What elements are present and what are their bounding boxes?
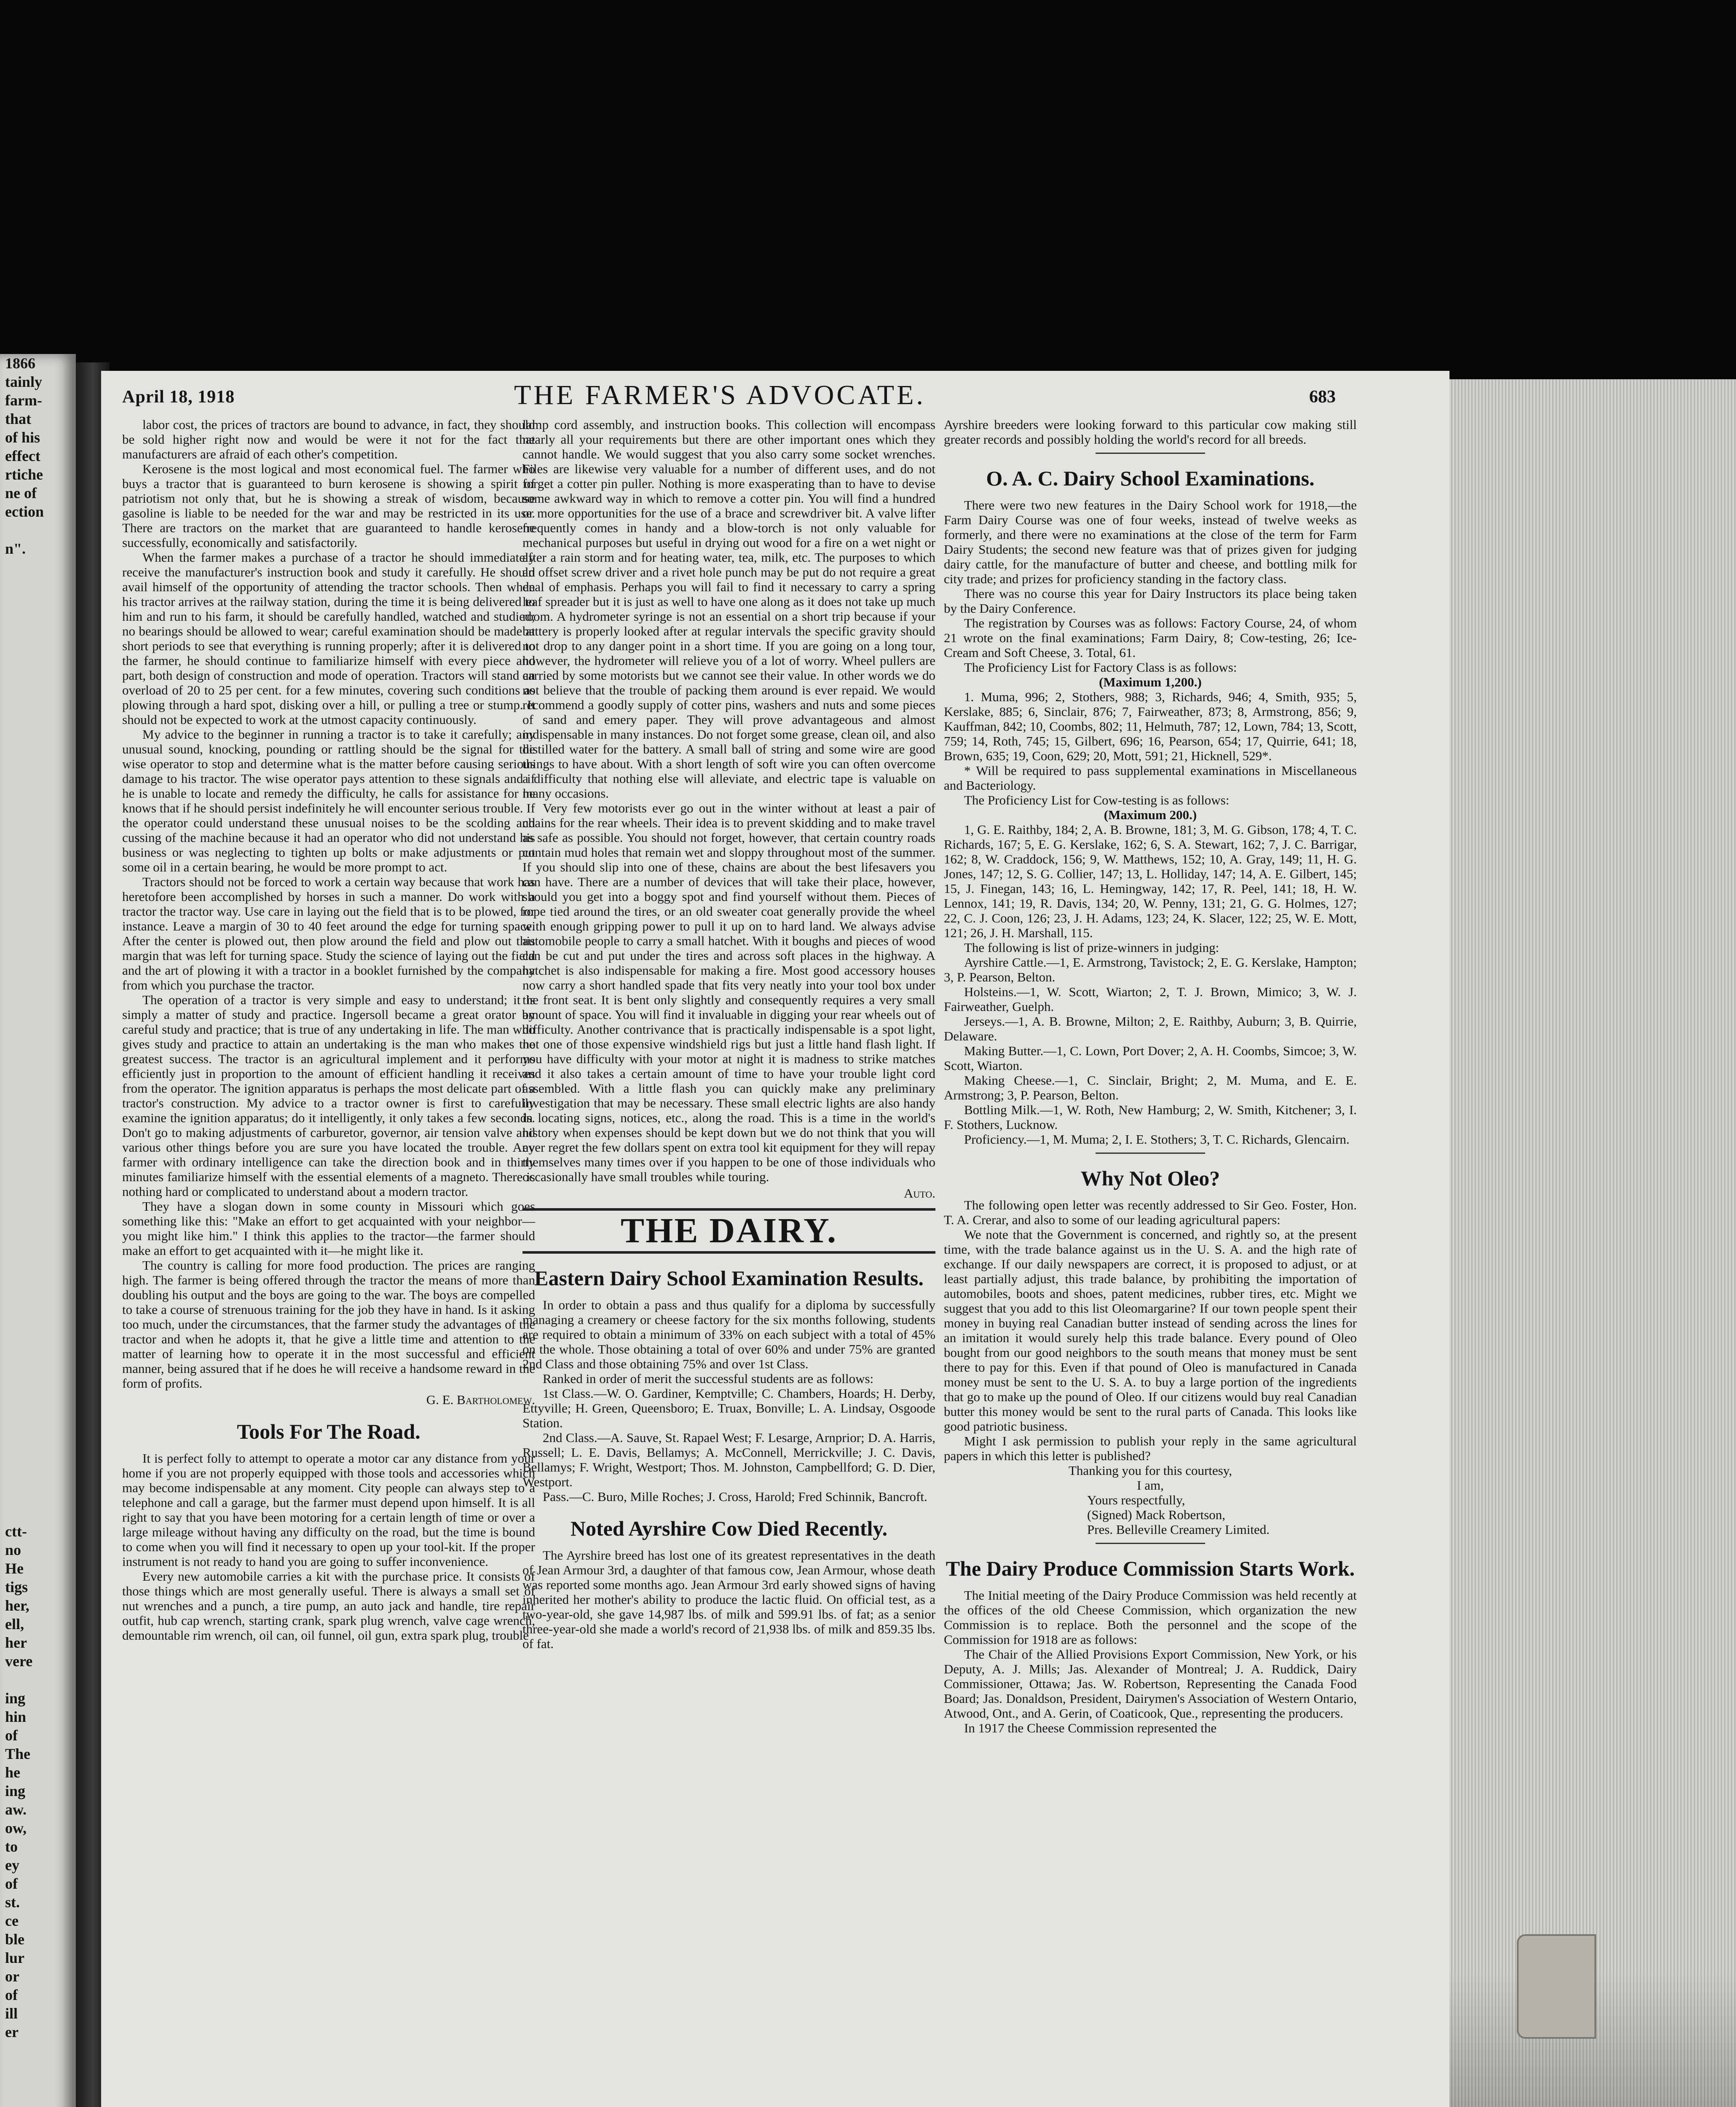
facing-page-fragment (0, 762, 76, 780)
facing-page-fragment (0, 1188, 76, 1207)
footnote: * Will be required to pass supplemental examinations in Miscellaneous and Bacteriology. (944, 763, 1357, 793)
divider (1096, 1543, 1205, 1544)
results-list: 1. Muma, 996; 2, Stothers, 988; 3, Richards, 946; 4, Smith, 935; 5, Kerslake, 885; 6, Sinclair, 876; 7, Fairweather, 873; 8, Armstrong, 856; 9, Kauffman, 842; 10, Coombs, 802; 11, Helmuth, 787; 12, Lown, 784; 13, Scott, 759; 14, Roth, 745; 15, Gilbert, 696; 16, Pearson, 654; 17, Quirrie, 641; 18, Brown, 635; 19, Coon, 629; 20, Mott, 591; 21, Hicknell, 529*. (944, 689, 1357, 763)
column-3 (944, 417, 1357, 1735)
paragraph: Jerseys.—1, A. B. Browne, Milton; 2, E. Raithby, Auburn; 3, B. Quirrie, Delaware. (944, 1014, 1357, 1043)
facing-page-fragment: rtiche (5, 466, 43, 483)
facing-page-fragment: The (5, 1745, 31, 1762)
facing-page-fragment (0, 1003, 76, 1021)
facing-page-fragment (0, 984, 76, 1003)
facing-page-fragment: no (5, 1541, 21, 1558)
facing-page-fragment (0, 1040, 76, 1059)
letter-closing: Thanking you for this courtesy, (1069, 1463, 1232, 1478)
facing-page-fragment: ne of (5, 485, 37, 501)
facing-page-fragment (0, 521, 76, 539)
facing-page-fragment: of (5, 1727, 18, 1744)
paragraph: lamp cord assembly, and instruction books. This collection will encompass nearly all your requirements but there are other important ones which they cannot handle. We would suggest that you also carry some socket wrenches. Files are likewise very valuable for a number of different uses, and do not forget a cotter pin puller. Nothing is more exasperating than to have to devise some awkward way in which to remove a cotter pin. You will find a hundred or more opportunities for the use of a brace and screwdriver bit. A valve lifter frequently comes in handy and a blow-torch is not only valuable for mechanical purposes but useful in drying out wood for a fire on a wet night or after a rain storm and for heating water, tea, milk, etc. The purposes to which an offset screw driver and a rivet hole punch may be put do not require a great deal of emphasis. Perhaps you will fail to find it necessary to carry a spring leaf spreader but it is just as well to have one along as it does not take up much room. A hydrometer syringe is not an essential on a short trip because if your battery is properly looked after at regular intervals the specific gravity should not drop to any danger point in a short time. If you are going on a long tour, however, the hydrometer will relieve you of a lot of worry. Wheel pullers are carried by some motorists but we cannot see their value. In other words we do not believe that the trouble of packing them around is ever repaid. We would recommend a goodly supply of cotter pins, washers and nuts and some pieces of sand and emery paper. They will prove advantageous and almost indispensable in many instances. Do not forget some grease, clean oil, and also distilled water for the battery. A small ball of string and some wire are good things to have about. With a short length of soft wire you can often overcome a difficulty that nothing else will alleviate, and electric tape is valuable on many occasions. (522, 417, 935, 801)
paragraph: The registration by Courses was as follows: Factory Course, 24, of whom 21 wrote on the final examinations; Farm Dairy, 8; Cow-testing, 26; Ice-Cream and Soft Cheese, 3. Total, 61. (944, 616, 1357, 660)
facing-page-fragment (0, 873, 76, 892)
facing-page-fragment: ctt- (5, 1523, 27, 1540)
facing-page-fragment: vere (5, 1653, 33, 1670)
facing-page-fragment: ill (5, 2005, 18, 2022)
facing-page-fragment (0, 1485, 76, 1504)
facing-page-fragment: 1866 (5, 355, 35, 372)
paragraph: labor cost, the prices of tractors are bound to advance, in fact, they should be sold higher right now and would be were it not for the fact that manufacturers are afraid of each other's competition. (122, 417, 535, 461)
facing-page-fragment (0, 1374, 76, 1392)
article-title: Noted Ayrshire Cow Died Recently. (570, 1517, 888, 1540)
facing-page-fragment: her (5, 1634, 27, 1651)
column-1 (122, 417, 535, 1643)
paragraph: The Chair of the Allied Provisions Export Commission, New York, or his Deputy, A. J. Mills; Jas. Alexander of Montreal; J. A. Ruddick, Dairy Commissioner, Ottawa; Jas. W. Robertson, Representing the Canada Food Board; Jas. Donaldson, President, Dairymen's Association of Western Ontario, Atwood, Ont., and A. Gerin, of Coaticook, Que., representing the producers. (944, 1647, 1357, 1721)
facing-page-fragment (0, 1466, 76, 1485)
paragraph: Tractors should not be forced to work a certain way because that work has heretofore been accomplished by horses in such a manner. Do work with a tractor the tractor way. Use care in laying out the field that is to be plowed, for instance. Leave a margin of 30 to 40 feet around the edge for turning space. After the center is plowed out, then plow around the field and plow out this margin that was left for turning space. Study the science of laying out the field and the art of plowing it with a tractor in a booklet furnished by the company from which you purchase the tractor. (122, 874, 535, 992)
facing-page-fragment (0, 1411, 76, 1429)
facing-page-fragment (0, 688, 76, 706)
facing-page-fragment: hin (5, 1708, 27, 1725)
paragraph: Making Butter.—1, C. Lown, Port Dover; 2, A. H. Coombs, Simcoe; 3, W. Scott, Wiarton. (944, 1043, 1357, 1073)
author-signature: G. E. Bartholomew. (426, 1392, 535, 1407)
issue-date: April 18, 1918 (122, 387, 235, 407)
facing-page-fragment: st. (5, 1894, 20, 1911)
paragraph: The following is list of prize-winners in judging: (964, 940, 1219, 955)
paragraph: Ayrshire Cattle.—1, E. Armstrong, Tavistock; 2, E. G. Kerslake, Hampton; 3, P. Pearson, Belton. (944, 955, 1357, 984)
paragraph: It is perfect folly to attempt to operate a motor car any distance from your home if you are not properly equipped with those tools and accessories which may become indispensable at any moment. City people can always step to a telephone and call a garage, but the farmer must depend upon himself. It is all right to say that you have been motoring for a certain length of time or over a large mileage without having any difficulty on the road, but the time is bound to come when you will find it necessary to open up your tool-kit. If the proper instrument is not ready to hand you are going to suffer inconvenience. (122, 1451, 535, 1569)
paragraph: My advice to the beginner in running a tractor is to take it carefully; any unusual sound, knocking, pounding or rattling should be the signal for the wise operator to stop and determine what is the matter before causing serious damage to his tractor. The wise operator pays attention to these signals and if he is unable to locate and remedy the difficulty, he calls for assistance for he knows that if he should persist indefinitely he will encounter serious trouble. If the operator could understand these unusual noises to be the scolding and cussing of the machine because it had an operator who did not understand his business or was neglecting to tighten up bolts or make adjustments or put some oil in a certain bearing, he would be more prompt to act. (122, 727, 535, 874)
paragraph: Proficiency.—1, M. Muma; 2, I. E. Stothers; 3, T. C. Richards, Glencairn. (964, 1132, 1350, 1147)
masthead: THE FARMER'S ADVOCATE. (514, 380, 926, 410)
article-title: The Dairy Produce Commission Starts Work. (946, 1557, 1355, 1580)
facing-page-fragment (0, 1318, 76, 1337)
paragraph: We note that the Government is concerned, and rightly so, at the present time, with the trade balance against us in the U. S. A. and the high rate of exchange. If our daily newspapers are correct, it is proposed to adjust, or at least partially adjust, this trade balance, by prohibiting the importation of automobiles, boots and shoes, patent medicines, rubber tires, etc. Might we suggest that you add to this list Oleomargarine? If our town people spent their money in buying real Canadian butter instead of sending across the lines for an imitation it would surely help this trade balance. Every pound of Oleo bought from our good neighbors to the south means that money must be sent there to pay for this. Even if that pound of Oleo is manufactured in Canada money must be sent to the U. S. A. to buy a large portion of the ingredients that go to make up the pound of Oleo. If our citizens would buy real Canadian butter this money would be sent to the rural parts of Canada. This looks like good patriotic business. (944, 1227, 1357, 1434)
facing-page-fragment (0, 892, 76, 910)
tractor-article (122, 417, 535, 1407)
facing-page-fragment (0, 576, 76, 595)
letter-signature: (Signed) Mack Robertson, (1087, 1507, 1226, 1522)
paragraph: The Ayrshire breed has lost one of its greatest representatives in the death of Jean Armour 3rd, a daughter of that famous cow, Jean Armour, whose death was reported some months ago. Jean Armour 3rd early showed signs of having inherited her mother's ability to produce the lactic fluid. On official test, as a two-year-old, she gave 14,987 lbs. of milk and 599.91 lbs. of fat; as a senior three-year-old she made a world's record of 21,938 lbs. of milk and 859.35 lbs. of fat. (522, 1548, 935, 1651)
column-2 (522, 417, 935, 1651)
paragraph: 2nd Class.—A. Sauve, St. Rapael West; F. Lesarge, Arnprior; D. A. Harris, Russell; L. E. Davis, Bellamys; A. McConnell, Merrickville; J. C. Davis, Bellamys; F. Wright, Westport; Thos. M. Johnston, Campbellford; G. D. Dier, Westport. (522, 1430, 935, 1489)
facing-page-fragment: farm- (5, 392, 42, 409)
facing-page-fragment (0, 1077, 76, 1096)
facing-page-fragment (0, 818, 76, 836)
paragraph: There was no course this year for Dairy Instructors its place being taken by the Dairy Conference. (944, 586, 1357, 616)
facing-page-fragment: ow, (5, 1820, 27, 1836)
page-stack-edges (1449, 379, 1736, 2107)
maximum-note: (Maximum 200.) (1104, 807, 1197, 822)
article-title: O. A. C. Dairy School Examinations. (986, 466, 1315, 490)
paragraph: Kerosene is the most logical and most economical fuel. The farmer who buys a tractor that is guaranteed to burn kerosene is showing a spirit of patriotism not only that, but he is showing a streak of wisdom, because gasoline is liable to be needed for the war and may be restricted in its use. There are tractors on the market that are guaranteed to handle kerosene successfully, economically and satisfactorily. (122, 461, 535, 550)
results-list: 1, G. E. Raithby, 184; 2, A. B. Browne, 181; 3, M. G. Gibson, 178; 4, T. C. Richards, 167; 5, E. G. Kerslake, 162; 6, S. A. Stewart, 162; 7, J. C. Barrigar, 162; 8, W. Craddock, 156; 9, W. Matthews, 152; 10, A. Gray, 149; 11, H. G. Jones, 147; 12, S. G. Collier, 147; 13, L. Holliday, 147; 14, A. E. Gilbert, 145; 15, J. Finegan, 143; 16, L. Hemingway, 142; 17, R. Peel, 141; 18, H. W. Lennox, 141; 19, R. Davis, 134; 20, W. Penny, 131; 21, G. G. Holmes, 127; 22, C. J. Coon, 126; 23, J. H. Adams, 123; 24, K. Slacer, 122; 25, W. E. Mott, 121; 26, J. H. Marshall, 115. (944, 822, 1357, 940)
facing-page-edge (0, 354, 76, 2107)
facing-page-fragment (0, 725, 76, 743)
facing-page-fragment (0, 1170, 76, 1188)
facing-page-fragment: effect (5, 448, 40, 464)
facing-page-fragment (0, 558, 76, 576)
facing-page-fragment (0, 1133, 76, 1151)
facing-page-fragment: er (5, 2024, 19, 2040)
facing-page-fragment (0, 1263, 76, 1281)
facing-page-fragment (0, 1151, 76, 1170)
facing-page-fragment: ection (5, 503, 44, 520)
paragraph: In order to obtain a pass and thus qualify for a diploma by successfully managing a creamery or cheese factory for the six months following, students are required to obtain a minimum of 33% on each subject with a total of 45% on the whole. Those obtaining a total of over 60% and under 75% are granted 2nd Class and those obtaining 75% and over 1st Class. (522, 1297, 935, 1371)
paragraph: The Proficiency List for Cow-testing is as follows: (964, 793, 1230, 807)
facing-page-fragment (0, 595, 76, 614)
facing-page-fragment (0, 855, 76, 873)
facing-page-fragment: He (5, 1560, 24, 1577)
paragraph: Every new automobile carries a kit with the purchase price. It consists of those things which are most generally useful. There is always a small set of nut wrenches and a punch, a tire pump, an auto jack and handle, tire repair outfit, hub cap wrench, starting crank, spark plug wrench, valve cage wrench, demountable rim wrench, oil can, oil funnel, oil gun, extra spark plug, trouble (122, 1569, 535, 1643)
facing-page-fragment (0, 799, 76, 818)
facing-page-fragment (0, 929, 76, 947)
facing-page-fragment: tigs (5, 1579, 28, 1595)
paragraph: 1st Class.—W. O. Gardiner, Kemptville; C. Chambers, Hoards; H. Derby, Ettyville; H. Green, Queensboro; E. Truax, Bonville; L. A. Lindsay, Osgoode Station. (522, 1386, 935, 1430)
paragraph: When the farmer makes a purchase of a tractor he should immediately receive the manufacturer's instruction book and study it carefully. He should avail himself of the opportunity of attending the tractor schools. Then when his tractor arrives at the railway station, during the time it is being delivered to him and run to his farm, it should be carefully handled, watched and studied; no bearings should be allowed to wear; careful examination should be made at short periods to see that everything is running properly; after it is delivered to the farmer, he should continue to familiarize himself with every piece and part, both design of construction and mode of operation. Tractors will stand an overload of 20 to 25 per cent. for a few minutes, covering such conditions as plowing through a hard spot, disking over a hill, or pulling a tree or stump. It should not be expected to work at the utmost capacity continuously. (122, 550, 535, 727)
author-signature: Auto. (904, 1186, 935, 1201)
paragraph: Making Cheese.—1, C. Sinclair, Bright; 2, M. Muma, and E. E. Armstrong; 3, P. Pearson, Belton. (944, 1073, 1357, 1102)
paragraph: Ayrshire breeders were looking forward to this particular cow making still greater records and possibly holding the world's record for all breeds. (944, 417, 1357, 447)
facing-page-fragment (0, 1059, 76, 1077)
paragraph: There were two new features in the Dairy School work for 1918,—the Farm Dairy Course was one of four weeks, instead of twelve weeks as formerly, and there were no examinations at the close of the term for Farm Dairy Students; the second new feature was that of prizes given for judging dairy cattle, for the manufacture of butter and cheese, and bottling milk for city trade; and prizes for proficiency standing in the factory class. (944, 498, 1357, 586)
section-banner: THE DAIRY. (522, 1208, 935, 1254)
article-title: Eastern Dairy School Examination Results. (534, 1266, 924, 1290)
article-title: Tools For The Road. (237, 1420, 421, 1443)
facing-page-fragment: ey (5, 1857, 19, 1874)
facing-page-fragment: lur (5, 1949, 25, 1966)
facing-page-fragment (0, 966, 76, 984)
facing-page-fragment: her, (5, 1597, 29, 1614)
letter-signature-title: Pres. Belleville Creamery Limited. (1087, 1522, 1270, 1537)
facing-page-fragment (0, 1504, 76, 1522)
facing-page-fragment: of (5, 1986, 18, 2003)
paragraph: The operation of a tractor is very simple and easy to understand; it is simply a matter of study and practice. Ingersoll became a great orator by careful study and practice; that is true of any undertaking in life. The man who gives study and practice to attain an undertaking is the man who makes the greatest success. The tractor is an agricultural implement and it performs efficiently just in proportion to the amount of efficient handling it receives from the operator. The ignition apparatus is perhaps the most delicate part of a tractor's construction. My advice to a tractor owner is first to carefully examine the ignition apparatus; do it intelligently, it only takes a few seconds. Don't go to making adjustments of carburetor, governor, air tension valve and various other things before you are sure you have located the trouble. Any farmer with ordinary intelligence can take the direction book and in thirty minutes familiarize himself with the essential elements of a magneto. There is nothing hard or complicated to understand about a modern tractor. (122, 992, 535, 1199)
facing-page-fragment (0, 706, 76, 725)
facing-page-fragment: ing (5, 1783, 26, 1799)
facing-page-fragment: of his (5, 429, 40, 446)
facing-page-fragment (0, 1207, 76, 1225)
paragraph: The Initial meeting of the Dairy Produce Commission was held recently at the offices of the old Cheese Commission, which organization the new Commission is to replace. Both the personnel and the scope of the Commission for 1918 are as follows: (944, 1588, 1357, 1647)
facing-page-fragment (0, 1114, 76, 1133)
facing-page-fragment (0, 614, 76, 632)
facing-page-fragment (0, 1096, 76, 1114)
facing-page-fragment (0, 743, 76, 762)
divider (1096, 453, 1205, 454)
facing-page-fragment: he (5, 1764, 20, 1781)
facing-page-fragment (0, 836, 76, 855)
facing-page-fragment: of (5, 1875, 18, 1892)
letter-closing: I am, (1137, 1478, 1164, 1493)
paragraph: The following open letter was recently addressed to Sir Geo. Foster, Hon. T. A. Crerar, and also to some of our leading agricultural papers: (944, 1198, 1357, 1227)
facing-page-fragment: n". (5, 540, 26, 557)
paragraph: Pass.—C. Buro, Mille Roches; J. Cross, Harold; Fred Schinnik, Bancroft. (543, 1489, 927, 1504)
facing-page-fragment: that (5, 410, 31, 427)
facing-page-fragment (0, 1300, 76, 1318)
facing-page-fragment (0, 1448, 76, 1466)
facing-page-fragment: to (5, 1838, 18, 1855)
letter-closing: Yours respectfully, (1087, 1493, 1185, 1507)
facing-page-fragment (0, 1355, 76, 1374)
maximum-note: (Maximum 1,200.) (1099, 675, 1202, 689)
paragraph: Might I ask permission to publish your reply in the same agricultural papers in which this letter is published? (944, 1434, 1357, 1463)
facing-page-fragment (0, 632, 76, 651)
article-title: Why Not Oleo? (1080, 1166, 1220, 1190)
facing-page-fragment (0, 910, 76, 929)
binding-tab (1517, 1934, 1596, 2039)
facing-page-fragment (0, 1225, 76, 1244)
facing-page-fragment (0, 947, 76, 966)
facing-page-fragment: ble (5, 1931, 25, 1948)
paragraph: In 1917 the Cheese Commission represented the (964, 1721, 1217, 1735)
facing-page-fragment: ce (5, 1912, 19, 1929)
facing-page-fragment (0, 1244, 76, 1263)
facing-page-fragment: or (5, 1968, 19, 1985)
facing-page-fragment (0, 1392, 76, 1411)
facing-page-fragment (0, 1670, 76, 1689)
facing-page-fragment: tainly (5, 373, 43, 390)
facing-page-fragment (0, 669, 76, 688)
paragraph: Ranked in order of merit the successful students are as follows: (543, 1371, 874, 1386)
page-number: 683 (1309, 387, 1336, 407)
paragraph: The country is calling for more food production. The prices are ranging high. The farmer is being offered through the tractor the means of more than doubling his output and the boys are going to the war. The boys are compelled to take a course of strenuous training for the job they have in hand. Is it asking too much, under the circumstances, that the farmer study the advantages of the tractor and when he adopts it, that he give a little time and attention to the matter of learning how to operate it in the most successful and efficient manner, being assured that if he does he will receive a handsome reward in the form of profits. (122, 1258, 535, 1391)
facing-page-fragment (0, 1429, 76, 1448)
facing-page-fragment (0, 1337, 76, 1355)
facing-page-fragment: ell, (5, 1616, 24, 1633)
facing-page-fragment: ing (5, 1690, 26, 1707)
paragraph: Very few motorists ever go out in the winter without at least a pair of chains for the rear wheels. Their idea is to prevent skidding and to make travel as safe as possible. You should not forget, however, that certain country roads contain mud holes that remain wet and sloppy throughout most of the summer. If you should slip into one of these, chains are about the best lifesavers you can have. There are a number of devices that will take their place, however, should you get into a boggy spot and find yourself without them. Pieces of rope tied around the tires, or an old sweater coat generally provide the wheel with enough gripping power to pull it up on to hard land. We always advise automobile people to carry a small hatchet. With it boughs and pieces of wood can be cut and put under the tires and across soft places in the highway. A hatchet is also indispensable for making a fire. Most good accessory houses now carry a short handled spade that fits very neatly into your tool box under the front seat. It is bent only slightly and consequently requires a very small amount of space. You will find it invaluable in digging your rear wheels out of difficulty. Another contrivance that is practically indispensable is a spot light, not one of those expensive windshield rigs but just a little hand flash light. If you have difficulty with your motor at night it is madness to strike matches and it also takes a certain amount of time to have your trouble light cord assembled. With a little flash you can quickly make any preliminary investigation that may be necessary. These small electric lights are also handy in locating signs, notices, etc., along the road. This is a time in the world's history when expenses should be kept down but we do not think that you will ever regret the few dollars spent on extra tool kit equipment for they will repay themselves many times over if you happen to be one of those individuals who occasionally have small troubles while touring. (522, 801, 935, 1184)
facing-page-fragment: aw. (5, 1801, 27, 1818)
paragraph: They have a slogan down in some county in Missouri which goes something like this: "Make an effort to get acquainted with your neighbor—you might like him." I think this applies to the tractor—the farmer should make an effort to get acquainted with it—he might like it. (122, 1199, 535, 1258)
facing-page-fragment (0, 780, 76, 799)
paragraph: Holsteins.—1, W. Scott, Wiarton; 2, T. J. Brown, Mimico; 3, W. J. Fairweather, Guelph. (944, 984, 1357, 1014)
facing-page-fragment (0, 1281, 76, 1300)
facing-page-fragment (0, 1021, 76, 1040)
facing-page-fragment (0, 651, 76, 669)
paragraph: The Proficiency List for Factory Class is as follows: (964, 660, 1237, 675)
paragraph: Bottling Milk.—1, W. Roth, New Hamburg; 2, W. Smith, Kitchener; 3, I. F. Stothers, Lucknow. (944, 1102, 1357, 1132)
page-header (122, 379, 1336, 413)
divider (1096, 1153, 1205, 1154)
